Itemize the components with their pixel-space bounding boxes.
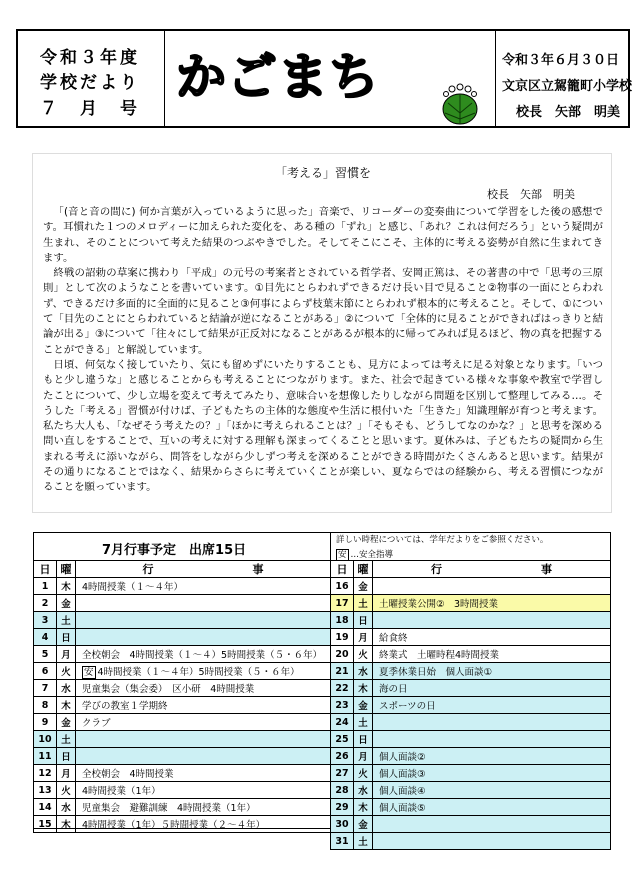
- weekday: 金: [354, 578, 373, 595]
- day-number: 27: [331, 765, 354, 782]
- weekday: 火: [57, 663, 76, 680]
- calendar-title-cell: [34, 533, 331, 561]
- event-cell: [373, 765, 611, 782]
- event-cell: [76, 765, 331, 782]
- day-number: 20: [331, 646, 354, 663]
- calendar-title: 7月行事予定 出席15日: [102, 543, 247, 558]
- event-text: スポーツの日: [379, 701, 436, 712]
- calendar-row: [34, 748, 331, 765]
- event-text: 4時間授業（１～４年）5時間授業（５・６年）: [97, 667, 300, 678]
- calendar-row: [331, 663, 611, 680]
- school-emblem-icon: [438, 83, 482, 125]
- day-number: 30: [331, 816, 354, 833]
- safety-mark: 安: [338, 550, 347, 560]
- calendar-row: [34, 680, 331, 697]
- day-number: 6: [34, 663, 57, 680]
- weekday: 土: [354, 833, 373, 850]
- event-cell: [373, 748, 611, 765]
- event-text: 個人面談④: [379, 786, 426, 797]
- safety-mark: 安: [84, 667, 94, 678]
- day-number: 13: [34, 782, 57, 799]
- issue-info: [18, 31, 165, 126]
- day-number: 7: [34, 680, 57, 697]
- event-text: 学びの教室１学期終: [82, 701, 168, 712]
- event-cell: [76, 663, 331, 680]
- event-cell: [76, 697, 331, 714]
- col-event: 行 事: [76, 561, 331, 578]
- article-paragraph: 日頃、何気なく接していたり、気にも留めずにいたりすることも、見方によっては考えに足る対象となります。「いつもと少し違うな」と感じることからも考えることにつながります。また、社会で起きている様々な事象や教室で学習したことについて、少し立場を変えて考えてみたり、意味合いを想像したりしながら問題を区別して整理してみる…。そうした「考える」習慣が付けば、子どもたちの主体的な態度や生活に根付いた「生きた」知識理解が育つと考えます。私たち大人も、「なぜそう考えたの？」「ほかに考えられることは？」「そもそも、どうしてなのかな？」と思考を深める問い直しをすることで、互いの考えに対する理解も深まってくることと思います。夏休みは、子どもたちの疑問から生まれる考えに添いながら、問答をしながら少しずつ考えを深めることができる時間がたくさんあると思います。結果がその通りになることではなく、結果からさらに考えていくことが楽しい、夏ならではの経験から、考える習慣につながることを願っています。: [43, 358, 603, 494]
- weekday: 土: [57, 731, 76, 748]
- calendar-right-table: [330, 560, 611, 850]
- calendar-row: [34, 578, 331, 595]
- event-cell: [373, 714, 611, 731]
- event-cell: [373, 799, 611, 816]
- calendar-row: [331, 748, 611, 765]
- event-cell: [373, 595, 611, 612]
- issue-year: 令和３年度: [40, 48, 140, 68]
- school-name: 文京区立駕籠町小学校: [502, 79, 633, 94]
- weekday: 木: [57, 578, 76, 595]
- event-text: クラブ: [82, 718, 111, 729]
- weekday: 月: [57, 646, 76, 663]
- day-number: 10: [34, 731, 57, 748]
- event-cell: [76, 731, 331, 748]
- article-author: 校長 矢部 明美: [487, 188, 575, 201]
- event-cell: [373, 697, 611, 714]
- event-cell: [373, 782, 611, 799]
- calendar-row: [331, 680, 611, 697]
- weekday: 木: [354, 680, 373, 697]
- event-calendar: [33, 532, 611, 848]
- article-body: [43, 205, 603, 496]
- calendar-row: [331, 714, 611, 731]
- weekday: 金: [57, 595, 76, 612]
- weekday: 水: [354, 663, 373, 680]
- event-text: 個人面談⑤: [379, 803, 426, 814]
- weekday: 月: [57, 765, 76, 782]
- event-cell: [373, 731, 611, 748]
- day-number: 17: [331, 595, 354, 612]
- day-number: 29: [331, 799, 354, 816]
- legend-text: …安全指導: [350, 550, 394, 560]
- event-cell: [373, 663, 611, 680]
- weekday: 月: [354, 748, 373, 765]
- event-cell: [76, 782, 331, 799]
- calendar-row: [331, 799, 611, 816]
- event-cell: [373, 629, 611, 646]
- calendar-row: [34, 714, 331, 731]
- event-text: 4時間授業（１～４年）: [82, 582, 184, 593]
- weekday: 日: [57, 748, 76, 765]
- weekday: 水: [57, 680, 76, 697]
- calendar-row: [331, 612, 611, 629]
- event-text: 給食終: [379, 633, 408, 644]
- col-weekday: 曜: [57, 561, 76, 578]
- event-text: 夏季休業日始 個人面談①: [379, 667, 493, 678]
- calendar-row: [331, 595, 611, 612]
- col-day: 日: [34, 561, 57, 578]
- calendar-row: [331, 578, 611, 595]
- day-number: 18: [331, 612, 354, 629]
- calendar-row: [331, 697, 611, 714]
- day-number: 15: [34, 816, 57, 833]
- weekday: 火: [57, 782, 76, 799]
- calendar-row: [331, 816, 611, 833]
- day-number: 4: [34, 629, 57, 646]
- calendar-header-row: [34, 561, 331, 578]
- col-day: 日: [331, 561, 354, 578]
- day-number: 31: [331, 833, 354, 850]
- event-text: 全校朝会 4時間授業（１～４）5時間授業（５・６年）: [82, 650, 323, 661]
- event-cell: [76, 748, 331, 765]
- issue-kind: 学校だより: [40, 73, 140, 93]
- weekday: 金: [354, 697, 373, 714]
- weekday: 火: [354, 646, 373, 663]
- weekday: 土: [354, 714, 373, 731]
- event-cell: [373, 578, 611, 595]
- weekday: 水: [57, 799, 76, 816]
- day-number: 1: [34, 578, 57, 595]
- event-text: 4時間授業（1年）５時間授業（２～４年）: [82, 820, 266, 831]
- issue-month: ７ 月 号: [40, 99, 140, 119]
- weekday: 日: [57, 629, 76, 646]
- weekday: 木: [57, 697, 76, 714]
- event-text: 終業式 土曜時程4時間授業: [379, 650, 500, 661]
- calendar-row: [34, 612, 331, 629]
- day-number: 19: [331, 629, 354, 646]
- day-number: 2: [34, 595, 57, 612]
- calendar-left-table: [33, 560, 331, 833]
- col-event: 行 事: [373, 561, 611, 578]
- day-number: 11: [34, 748, 57, 765]
- event-text: 4時間授業（1年）: [82, 786, 161, 797]
- school-info: [495, 31, 631, 126]
- day-number: 26: [331, 748, 354, 765]
- event-cell: [373, 646, 611, 663]
- weekday: 土: [354, 595, 373, 612]
- day-number: 9: [34, 714, 57, 731]
- event-text: 個人面談②: [379, 752, 426, 763]
- principal-article: [32, 153, 612, 513]
- event-text: 個人面談③: [379, 769, 426, 780]
- calendar-row: [331, 765, 611, 782]
- day-number: 24: [331, 714, 354, 731]
- col-weekday: 曜: [354, 561, 373, 578]
- event-text: 児童集会 避難訓練 4時間授業（1年）: [82, 803, 256, 814]
- legend: [336, 548, 393, 560]
- weekday: 日: [354, 731, 373, 748]
- weekday: 木: [57, 816, 76, 833]
- event-cell: [373, 612, 611, 629]
- weekday: 火: [354, 765, 373, 782]
- event-cell: [76, 714, 331, 731]
- article-paragraph: 終戦の詔勅の草案に携わり「平成」の元号の考案者とされている哲学者、安岡正篤は、その著書の中で「思考の三原則」として次のようなことを書いています。①目先にとらわれずできるだけ長い目で見ること②物事の一面にとらわれず、できるだけ多面的に全面的に見ること③何事によらず枝葉末節にとらわれず根本的に考えること。そして、①について「目先のことにとらわれていると結論が逆になることがある」②について「全体的に見ることができればはっきりと結論が出る」③について「往々にして結果が正反対になることがあるが根本的に帰ってみれば見るほど、物の真を把握することができる」と解説しています。: [43, 267, 603, 356]
- day-number: 21: [331, 663, 354, 680]
- day-number: 23: [331, 697, 354, 714]
- day-number: 8: [34, 697, 57, 714]
- weekday: 土: [57, 612, 76, 629]
- weekday: 金: [354, 816, 373, 833]
- day-number: 3: [34, 612, 57, 629]
- article-title: 「考える」習慣を: [274, 166, 371, 180]
- calendar-row: [34, 782, 331, 799]
- calendar-row: [331, 629, 611, 646]
- day-number: 12: [34, 765, 57, 782]
- event-cell: [373, 680, 611, 697]
- newsletter-header: [16, 29, 633, 128]
- event-cell: [76, 680, 331, 697]
- calendar-row: [331, 782, 611, 799]
- event-cell: [76, 578, 331, 595]
- day-number: 16: [331, 578, 354, 595]
- event-text: 全校朝会 4時間授業: [82, 769, 174, 780]
- event-text: 海の日: [379, 684, 408, 695]
- event-cell: [76, 629, 331, 646]
- weekday: 木: [354, 799, 373, 816]
- event-text: 土曜授業公開② 3時間授業: [379, 599, 499, 610]
- calendar-row: [34, 646, 331, 663]
- event-text: 児童集会（集会委） 区小研 4時間授業: [82, 684, 255, 695]
- day-number: 28: [331, 782, 354, 799]
- calendar-row: [34, 731, 331, 748]
- calendar-header-row: [331, 561, 611, 578]
- calendar-row: [34, 697, 331, 714]
- calendar-row: [331, 731, 611, 748]
- day-number: 25: [331, 731, 354, 748]
- weekday: 月: [354, 629, 373, 646]
- event-cell: [76, 799, 331, 816]
- calendar-row: [34, 595, 331, 612]
- calendar-row: [34, 765, 331, 782]
- calendar-note: 詳しい時程については、学年だよりをご参照ください。: [336, 535, 549, 545]
- event-cell: [76, 612, 331, 629]
- issue-date: 令和３年６月３０日: [502, 53, 620, 68]
- calendar-row: [34, 629, 331, 646]
- calendar-row: [34, 816, 331, 833]
- weekday: 日: [354, 612, 373, 629]
- principal-name: 校長 矢部 明美: [516, 105, 621, 120]
- weekday: 金: [57, 714, 76, 731]
- day-number: 14: [34, 799, 57, 816]
- event-cell: [76, 816, 331, 833]
- calendar-row: [331, 646, 611, 663]
- day-number: 5: [34, 646, 57, 663]
- masthead-title: かごまち: [176, 48, 380, 106]
- event-cell: [76, 646, 331, 663]
- article-paragraph: 「(音と音の間に) 何か言葉が入っているように思った」音楽で、リコーダーの変奏曲について学習をした後の感想です。耳慣れた１つのメロディーに加えられた変化を、ある種の「ずれ」と感じ、「あれ？これは何だろう」という疑問が生まれ、そのことについて考えた結果のつぶやきでした。そしてそこにこそ、主体的に考える姿勢が自然に生まれてきます。: [43, 206, 603, 264]
- event-cell: [76, 595, 331, 612]
- calendar-row: [34, 799, 331, 816]
- calendar-row: [331, 833, 611, 850]
- day-number: 22: [331, 680, 354, 697]
- calendar-row: [34, 663, 331, 680]
- weekday: 水: [354, 782, 373, 799]
- event-cell: [373, 833, 611, 850]
- event-cell: [373, 816, 611, 833]
